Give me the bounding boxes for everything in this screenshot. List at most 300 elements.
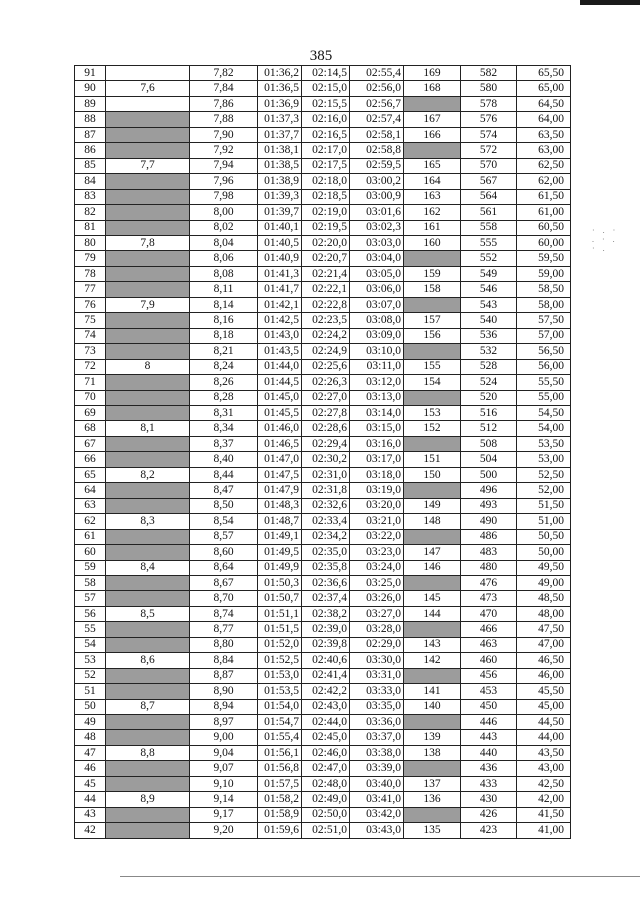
- time-a-cell: 01:56,8: [258, 761, 302, 776]
- table-row: [75, 591, 571, 606]
- time-a-cell: 01:51,1: [258, 606, 302, 621]
- time-b-cell: 02:43,0: [302, 699, 350, 714]
- points-cell: 73: [75, 344, 106, 359]
- time-b-cell: 02:33,4: [302, 514, 350, 529]
- time-b-cell: 02:20,0: [302, 235, 350, 250]
- time-c-cell: 03:05,0: [350, 266, 404, 281]
- time-b-cell: 02:39,0: [302, 622, 350, 637]
- value-a-cell: 155: [404, 359, 461, 374]
- points-cell: 81: [75, 220, 106, 235]
- value-c-cell: 59,00: [517, 266, 571, 281]
- grade-a-cell: 8,7: [106, 699, 190, 714]
- value-c-cell: 64,50: [517, 96, 571, 111]
- value-c-cell: 44,50: [517, 715, 571, 730]
- table-row: [75, 143, 571, 158]
- points-cell: 86: [75, 143, 106, 158]
- table-row: [75, 174, 571, 189]
- value-b-cell: 524: [461, 375, 517, 390]
- table-row: [75, 452, 571, 467]
- grade-table: [74, 65, 571, 839]
- time-b-cell: 02:22,1: [302, 282, 350, 297]
- table-row: [75, 529, 571, 544]
- time-b-cell: 02:19,5: [302, 220, 350, 235]
- grade-a-cell: [106, 143, 190, 158]
- value-b-cell: 504: [461, 452, 517, 467]
- value-a-cell: [404, 761, 461, 776]
- table-row: [75, 282, 571, 297]
- time-b-cell: 02:24,2: [302, 328, 350, 343]
- value-a-cell: [404, 715, 461, 730]
- grade-a-cell: [106, 344, 190, 359]
- grade-a-cell: [106, 715, 190, 730]
- grade-a-cell: [106, 127, 190, 142]
- table-row: [75, 81, 571, 96]
- value-a-cell: [404, 96, 461, 111]
- time-b-cell: 02:20,7: [302, 251, 350, 266]
- points-cell: 91: [75, 66, 106, 81]
- grade-b-cell: 8,60: [190, 545, 258, 560]
- time-c-cell: 03:39,0: [350, 761, 404, 776]
- grade-b-cell: 7,94: [190, 158, 258, 173]
- table-row: [75, 96, 571, 111]
- time-c-cell: 03:18,0: [350, 467, 404, 482]
- time-a-cell: 01:48,3: [258, 498, 302, 513]
- points-cell: 66: [75, 452, 106, 467]
- time-b-cell: 02:36,6: [302, 575, 350, 590]
- time-c-cell: 02:59,5: [350, 158, 404, 173]
- time-b-cell: 02:23,5: [302, 313, 350, 328]
- time-a-cell: 01:44,0: [258, 359, 302, 374]
- time-c-cell: 03:22,0: [350, 529, 404, 544]
- grade-a-cell: [106, 498, 190, 513]
- time-b-cell: 02:46,0: [302, 745, 350, 760]
- grade-a-cell: 8,5: [106, 606, 190, 621]
- grade-a-cell: [106, 529, 190, 544]
- time-c-cell: 03:04,0: [350, 251, 404, 266]
- value-c-cell: 43,00: [517, 761, 571, 776]
- time-a-cell: 01:41,7: [258, 282, 302, 297]
- grade-b-cell: 8,00: [190, 205, 258, 220]
- time-a-cell: 01:47,0: [258, 452, 302, 467]
- time-b-cell: 02:15,5: [302, 96, 350, 111]
- time-a-cell: 01:43,0: [258, 328, 302, 343]
- value-a-cell: 157: [404, 313, 461, 328]
- value-a-cell: 138: [404, 745, 461, 760]
- table-row: [75, 606, 571, 621]
- time-b-cell: 02:27,0: [302, 390, 350, 405]
- value-c-cell: 54,50: [517, 405, 571, 420]
- value-a-cell: 140: [404, 699, 461, 714]
- points-cell: 82: [75, 205, 106, 220]
- value-c-cell: 62,00: [517, 174, 571, 189]
- value-b-cell: 466: [461, 622, 517, 637]
- table-row: [75, 297, 571, 312]
- grade-a-cell: [106, 251, 190, 266]
- points-cell: 67: [75, 436, 106, 451]
- grade-b-cell: 8,31: [190, 405, 258, 420]
- value-b-cell: 576: [461, 112, 517, 127]
- time-a-cell: 01:38,1: [258, 143, 302, 158]
- grade-b-cell: 8,67: [190, 575, 258, 590]
- time-c-cell: 03:42,0: [350, 807, 404, 822]
- value-c-cell: 52,50: [517, 467, 571, 482]
- table-row: [75, 205, 571, 220]
- time-c-cell: 03:26,0: [350, 591, 404, 606]
- points-cell: 50: [75, 699, 106, 714]
- points-cell: 80: [75, 235, 106, 250]
- grade-a-cell: [106, 282, 190, 297]
- table-row: [75, 761, 571, 776]
- points-cell: 77: [75, 282, 106, 297]
- time-c-cell: 03:02,3: [350, 220, 404, 235]
- scan-edge-top: [580, 0, 640, 5]
- points-cell: 83: [75, 189, 106, 204]
- value-c-cell: 56,50: [517, 344, 571, 359]
- points-cell: 59: [75, 560, 106, 575]
- time-c-cell: 03:23,0: [350, 545, 404, 560]
- time-c-cell: 03:13,0: [350, 390, 404, 405]
- grade-a-cell: 8,3: [106, 514, 190, 529]
- grade-a-cell: 7,6: [106, 81, 190, 96]
- grade-a-cell: [106, 436, 190, 451]
- grade-b-cell: 8,06: [190, 251, 258, 266]
- grade-b-cell: 8,28: [190, 390, 258, 405]
- time-a-cell: 01:52,0: [258, 637, 302, 652]
- value-b-cell: 570: [461, 158, 517, 173]
- value-b-cell: 555: [461, 235, 517, 250]
- grade-a-cell: 7,8: [106, 235, 190, 250]
- points-cell: 76: [75, 297, 106, 312]
- time-b-cell: 02:31,8: [302, 483, 350, 498]
- time-b-cell: 02:16,0: [302, 112, 350, 127]
- time-c-cell: 02:58,8: [350, 143, 404, 158]
- value-c-cell: 45,50: [517, 684, 571, 699]
- time-a-cell: 01:42,5: [258, 313, 302, 328]
- table-row: [75, 575, 571, 590]
- points-cell: 47: [75, 745, 106, 760]
- points-cell: 70: [75, 390, 106, 405]
- value-a-cell: [404, 251, 461, 266]
- time-a-cell: 01:47,5: [258, 467, 302, 482]
- grade-b-cell: 8,04: [190, 235, 258, 250]
- points-cell: 54: [75, 637, 106, 652]
- time-a-cell: 01:44,5: [258, 375, 302, 390]
- grade-a-cell: [106, 96, 190, 111]
- value-c-cell: 60,50: [517, 220, 571, 235]
- value-c-cell: 47,00: [517, 637, 571, 652]
- value-b-cell: 540: [461, 313, 517, 328]
- grade-b-cell: 7,84: [190, 81, 258, 96]
- points-cell: 90: [75, 81, 106, 96]
- time-a-cell: 01:57,5: [258, 776, 302, 791]
- value-b-cell: 493: [461, 498, 517, 513]
- time-a-cell: 01:40,5: [258, 235, 302, 250]
- time-b-cell: 02:15,0: [302, 81, 350, 96]
- value-c-cell: 57,50: [517, 313, 571, 328]
- value-c-cell: 52,00: [517, 483, 571, 498]
- points-cell: 89: [75, 96, 106, 111]
- value-a-cell: 144: [404, 606, 461, 621]
- grade-b-cell: 9,17: [190, 807, 258, 822]
- grade-b-cell: 8,26: [190, 375, 258, 390]
- value-b-cell: 582: [461, 66, 517, 81]
- time-a-cell: 01:37,3: [258, 112, 302, 127]
- grade-a-cell: [106, 622, 190, 637]
- points-cell: 58: [75, 575, 106, 590]
- grade-b-cell: 8,70: [190, 591, 258, 606]
- grade-b-cell: 8,02: [190, 220, 258, 235]
- value-b-cell: 486: [461, 529, 517, 544]
- time-b-cell: 02:18,0: [302, 174, 350, 189]
- time-b-cell: 02:29,4: [302, 436, 350, 451]
- value-b-cell: 552: [461, 251, 517, 266]
- time-a-cell: 01:37,7: [258, 127, 302, 142]
- time-c-cell: 03:36,0: [350, 715, 404, 730]
- value-c-cell: 64,00: [517, 112, 571, 127]
- table-row: [75, 699, 571, 714]
- grade-b-cell: 8,94: [190, 699, 258, 714]
- points-cell: 45: [75, 776, 106, 791]
- time-c-cell: 03:03,0: [350, 235, 404, 250]
- grade-a-cell: [106, 205, 190, 220]
- value-a-cell: 156: [404, 328, 461, 343]
- time-a-cell: 01:50,7: [258, 591, 302, 606]
- value-b-cell: 490: [461, 514, 517, 529]
- value-a-cell: 159: [404, 266, 461, 281]
- time-a-cell: 01:54,0: [258, 699, 302, 714]
- table-row: [75, 715, 571, 730]
- value-b-cell: 426: [461, 807, 517, 822]
- time-b-cell: 02:19,0: [302, 205, 350, 220]
- table-row: [75, 745, 571, 760]
- value-b-cell: 463: [461, 637, 517, 652]
- grade-b-cell: 8,50: [190, 498, 258, 513]
- time-b-cell: 02:37,4: [302, 591, 350, 606]
- grade-a-cell: [106, 761, 190, 776]
- table-row: [75, 328, 571, 343]
- time-c-cell: 02:29,0: [350, 637, 404, 652]
- time-b-cell: 02:47,0: [302, 761, 350, 776]
- value-c-cell: 51,00: [517, 514, 571, 529]
- time-a-cell: 01:45,0: [258, 390, 302, 405]
- value-b-cell: 480: [461, 560, 517, 575]
- value-b-cell: 473: [461, 591, 517, 606]
- grade-a-cell: 8,9: [106, 792, 190, 807]
- value-c-cell: 56,00: [517, 359, 571, 374]
- grade-b-cell: 8,64: [190, 560, 258, 575]
- time-a-cell: 01:48,7: [258, 514, 302, 529]
- grade-b-cell: 8,74: [190, 606, 258, 621]
- grade-b-cell: 8,80: [190, 637, 258, 652]
- table-row: [75, 792, 571, 807]
- time-b-cell: 02:31,0: [302, 467, 350, 482]
- time-c-cell: 03:30,0: [350, 653, 404, 668]
- time-c-cell: 03:00,2: [350, 174, 404, 189]
- value-b-cell: 536: [461, 328, 517, 343]
- value-a-cell: [404, 575, 461, 590]
- value-b-cell: 430: [461, 792, 517, 807]
- points-cell: 72: [75, 359, 106, 374]
- grade-b-cell: 8,16: [190, 313, 258, 328]
- value-a-cell: 164: [404, 174, 461, 189]
- time-b-cell: 02:16,5: [302, 127, 350, 142]
- grade-b-cell: 9,07: [190, 761, 258, 776]
- points-cell: 68: [75, 421, 106, 436]
- time-a-cell: 01:36,5: [258, 81, 302, 96]
- time-c-cell: 03:09,0: [350, 328, 404, 343]
- time-a-cell: 01:43,5: [258, 344, 302, 359]
- grade-b-cell: 8,47: [190, 483, 258, 498]
- table-row: [75, 158, 571, 173]
- value-a-cell: [404, 390, 461, 405]
- points-cell: 53: [75, 653, 106, 668]
- value-a-cell: 168: [404, 81, 461, 96]
- time-c-cell: 03:08,0: [350, 313, 404, 328]
- points-cell: 51: [75, 684, 106, 699]
- table-row: [75, 220, 571, 235]
- value-c-cell: 48,00: [517, 606, 571, 621]
- value-a-cell: 146: [404, 560, 461, 575]
- value-a-cell: [404, 436, 461, 451]
- value-b-cell: 508: [461, 436, 517, 451]
- points-cell: 79: [75, 251, 106, 266]
- grade-a-cell: [106, 189, 190, 204]
- time-a-cell: 01:53,0: [258, 668, 302, 683]
- time-b-cell: 02:32,6: [302, 498, 350, 513]
- table-row: [75, 266, 571, 281]
- grade-a-cell: [106, 591, 190, 606]
- time-c-cell: 02:57,4: [350, 112, 404, 127]
- time-b-cell: 02:40,6: [302, 653, 350, 668]
- value-c-cell: 55,50: [517, 375, 571, 390]
- time-c-cell: 03:11,0: [350, 359, 404, 374]
- scan-specks: · . · . · . · .: [592, 226, 619, 253]
- grade-a-cell: [106, 684, 190, 699]
- grade-a-cell: [106, 220, 190, 235]
- time-a-cell: 01:59,6: [258, 823, 302, 838]
- table-row: [75, 436, 571, 451]
- time-c-cell: 03:31,0: [350, 668, 404, 683]
- value-c-cell: 65,50: [517, 66, 571, 81]
- value-c-cell: 59,50: [517, 251, 571, 266]
- value-b-cell: 520: [461, 390, 517, 405]
- value-c-cell: 53,50: [517, 436, 571, 451]
- value-a-cell: [404, 807, 461, 822]
- value-b-cell: 423: [461, 823, 517, 838]
- value-c-cell: 42,00: [517, 792, 571, 807]
- points-cell: 42: [75, 823, 106, 838]
- grade-b-cell: 7,86: [190, 96, 258, 111]
- time-b-cell: 02:44,0: [302, 715, 350, 730]
- table-row: [75, 313, 571, 328]
- grade-a-cell: [106, 668, 190, 683]
- value-c-cell: 57,00: [517, 328, 571, 343]
- grade-b-cell: 8,84: [190, 653, 258, 668]
- points-cell: 87: [75, 127, 106, 142]
- grade-a-cell: [106, 328, 190, 343]
- grade-b-cell: 7,88: [190, 112, 258, 127]
- value-b-cell: 460: [461, 653, 517, 668]
- time-c-cell: 03:06,0: [350, 282, 404, 297]
- grade-b-cell: 9,10: [190, 776, 258, 791]
- table-row: [75, 483, 571, 498]
- time-c-cell: 03:20,0: [350, 498, 404, 513]
- value-b-cell: 516: [461, 405, 517, 420]
- time-a-cell: 01:58,9: [258, 807, 302, 822]
- points-cell: 56: [75, 606, 106, 621]
- points-cell: 78: [75, 266, 106, 281]
- points-cell: 64: [75, 483, 106, 498]
- table-row: [75, 653, 571, 668]
- points-cell: 85: [75, 158, 106, 173]
- value-b-cell: 567: [461, 174, 517, 189]
- points-cell: 55: [75, 622, 106, 637]
- value-a-cell: 148: [404, 514, 461, 529]
- grade-a-cell: [106, 807, 190, 822]
- time-c-cell: 02:58,1: [350, 127, 404, 142]
- grade-b-cell: 7,96: [190, 174, 258, 189]
- value-a-cell: 165: [404, 158, 461, 173]
- value-a-cell: 163: [404, 189, 461, 204]
- points-cell: 52: [75, 668, 106, 683]
- time-b-cell: 02:25,6: [302, 359, 350, 374]
- time-a-cell: 01:49,1: [258, 529, 302, 544]
- table-row: [75, 189, 571, 204]
- points-cell: 84: [75, 174, 106, 189]
- time-a-cell: 01:58,2: [258, 792, 302, 807]
- time-c-cell: 03:24,0: [350, 560, 404, 575]
- time-a-cell: 01:40,9: [258, 251, 302, 266]
- value-b-cell: 574: [461, 127, 517, 142]
- value-b-cell: 528: [461, 359, 517, 374]
- grade-a-cell: [106, 730, 190, 745]
- value-a-cell: 153: [404, 405, 461, 420]
- time-a-cell: 01:39,3: [258, 189, 302, 204]
- value-c-cell: 41,50: [517, 807, 571, 822]
- value-c-cell: 47,50: [517, 622, 571, 637]
- value-c-cell: 63,50: [517, 127, 571, 142]
- value-a-cell: 161: [404, 220, 461, 235]
- points-cell: 43: [75, 807, 106, 822]
- points-cell: 62: [75, 514, 106, 529]
- value-a-cell: [404, 483, 461, 498]
- time-c-cell: 03:33,0: [350, 684, 404, 699]
- value-a-cell: 135: [404, 823, 461, 838]
- grade-a-cell: [106, 545, 190, 560]
- value-a-cell: 152: [404, 421, 461, 436]
- grade-b-cell: 8,54: [190, 514, 258, 529]
- value-a-cell: 142: [404, 653, 461, 668]
- time-a-cell: 01:50,3: [258, 575, 302, 590]
- grade-b-cell: 8,57: [190, 529, 258, 544]
- grade-b-cell: 8,44: [190, 467, 258, 482]
- time-c-cell: 03:17,0: [350, 452, 404, 467]
- table-row: [75, 359, 571, 374]
- value-a-cell: 150: [404, 467, 461, 482]
- time-b-cell: 02:17,5: [302, 158, 350, 173]
- table-row: [75, 390, 571, 405]
- time-b-cell: 02:38,2: [302, 606, 350, 621]
- page-number: 385: [309, 48, 333, 64]
- table-row: [75, 467, 571, 482]
- value-b-cell: 543: [461, 297, 517, 312]
- value-b-cell: 433: [461, 776, 517, 791]
- table-row: [75, 66, 571, 81]
- value-c-cell: 61,00: [517, 205, 571, 220]
- value-c-cell: 41,00: [517, 823, 571, 838]
- value-b-cell: 453: [461, 684, 517, 699]
- time-c-cell: 03:10,0: [350, 344, 404, 359]
